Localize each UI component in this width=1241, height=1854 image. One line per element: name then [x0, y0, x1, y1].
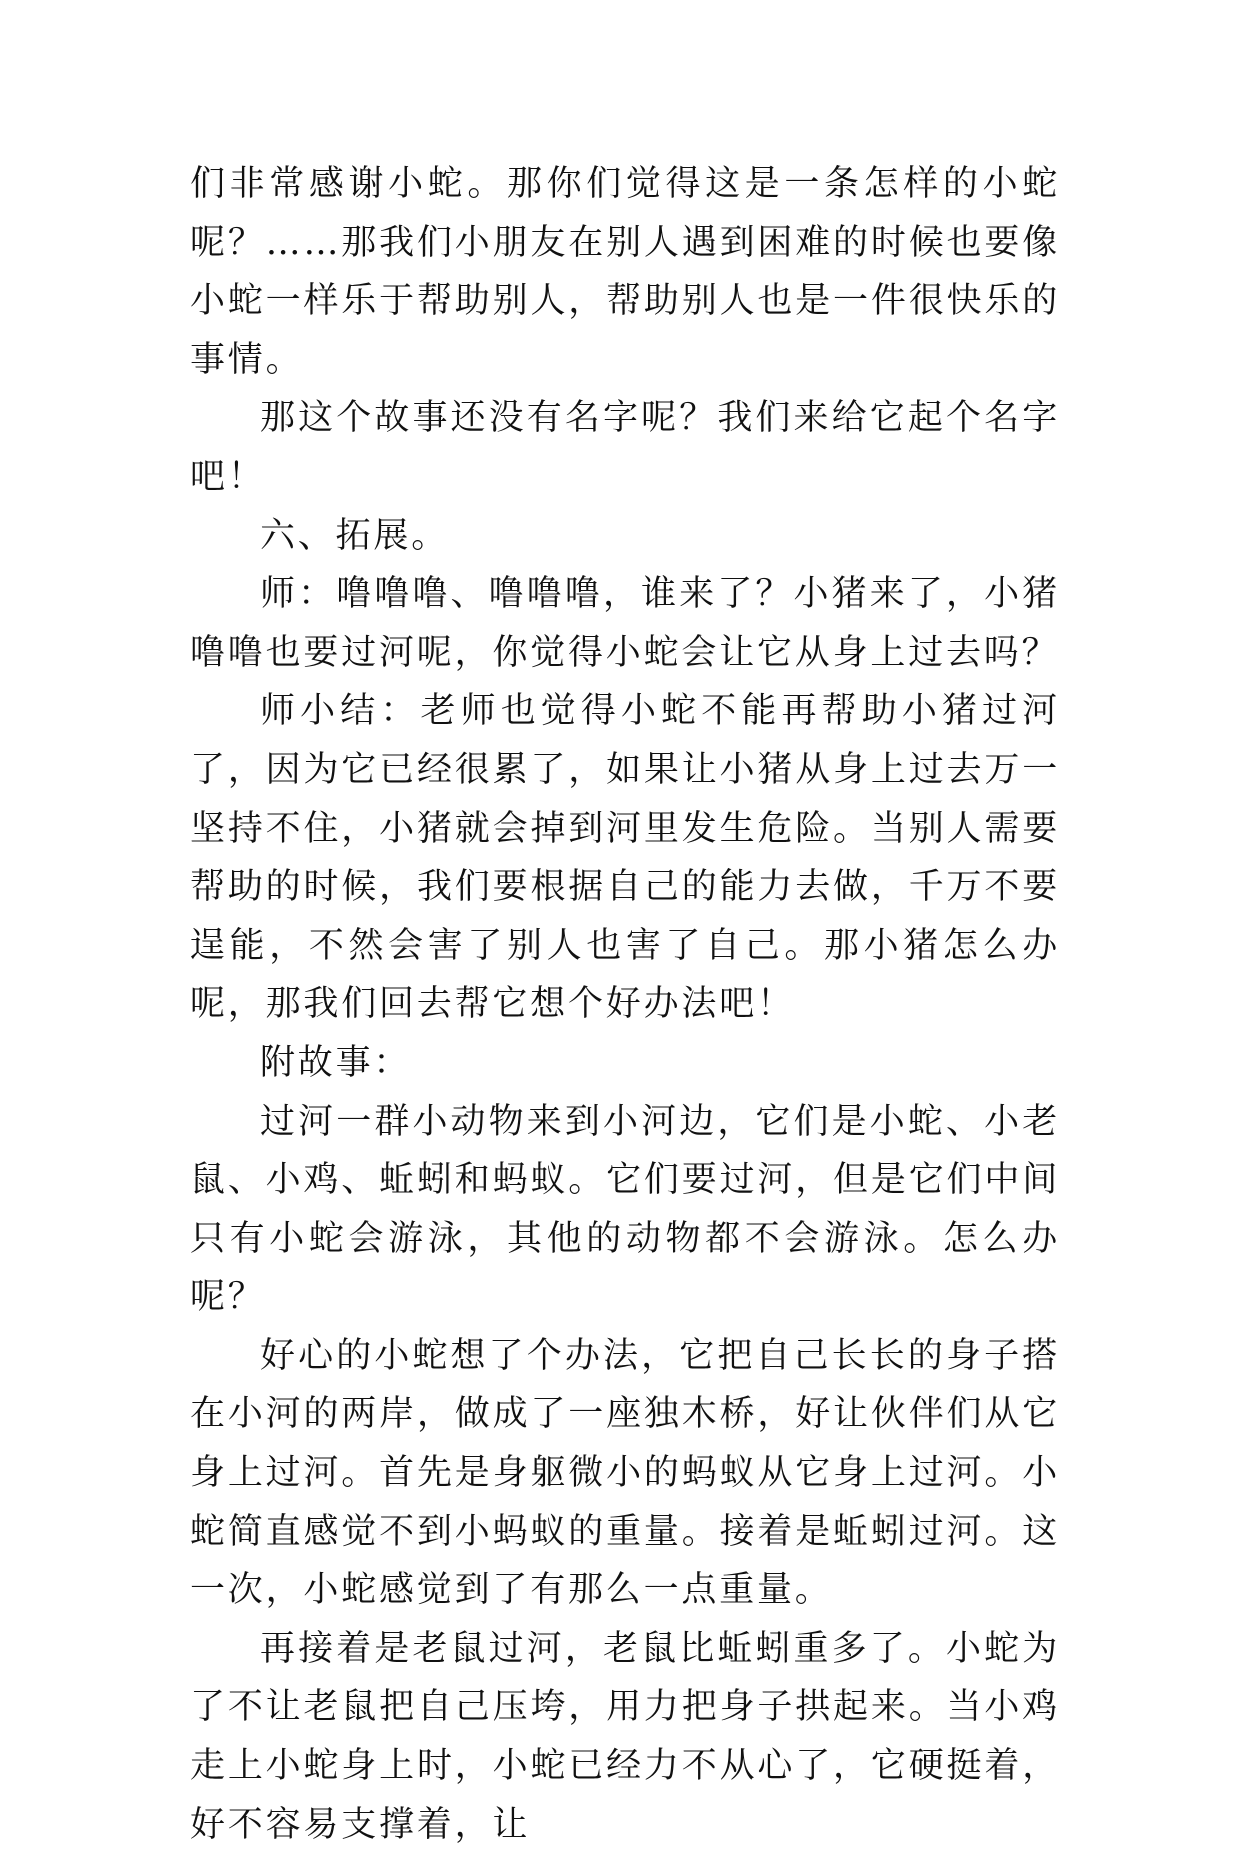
paragraph-story-name: 那这个故事还没有名字呢？我们来给它起个名字吧！	[190, 398, 1060, 497]
section-heading-extension: 六、拓展。	[260, 515, 450, 556]
paragraph-story-mouse-chick: 再接着是老鼠过河，老鼠比蚯蚓重多了。小蛇为了不让老鼠把自己压垮，用力把身子拱起来。当小鸡走上小蛇身上时，小蛇已经力不从心了，它硬挺着，好不容易支撑着，让	[190, 1628, 1060, 1845]
paragraph-story-bridge: 好心的小蛇想了个办法，它把自己长长的身子搭在小河的两岸，做成了一座独木桥，好让伙伴们从它身上过河。首先是身躯微小的蚂蚁从它身上过河。小蛇简直感觉不到小蚂蚁的重量。接着是蚯蚓过河。这一次，小蛇感觉到了有那么一点重量。	[190, 1335, 1060, 1611]
paragraph-teacher-summary: 师小结：老师也觉得小蛇不能再帮助小猪过河了，因为它已经很累了，如果让小猪从身上过去万一坚持不住，小猪就会掉到河里发生危险。当别人需要帮助的时候，我们要根据自己的能力去做，千万不要逞能，不然会害了别人也害了自己。那小猪怎么办呢，那我们回去帮它想个好办法吧！	[190, 691, 1060, 1025]
document-body	[190, 155, 1060, 1854]
paragraph-story-intro: 过河一群小动物来到小河边，它们是小蛇、小老鼠、小鸡、蚯蚓和蚂蚁。它们要过河，但是它们中间只有小蛇会游泳，其他的动物都不会游泳。怎么办呢？	[190, 1101, 1060, 1318]
paragraph-teacher-question: 师：噜噜噜、噜噜噜，谁来了？小猪来了，小猪噜噜也要过河呢，你觉得小蛇会让它从身上过去吗？	[190, 574, 1060, 673]
appendix-heading-story: 附故事：	[260, 1042, 412, 1083]
paragraph-continuation: 们非常感谢小蛇。那你们觉得这是一条怎样的小蛇呢？……那我们小朋友在别人遇到困难的时候也要像小蛇一样乐于帮助别人，帮助别人也是一件很快乐的事情。	[190, 164, 1060, 380]
